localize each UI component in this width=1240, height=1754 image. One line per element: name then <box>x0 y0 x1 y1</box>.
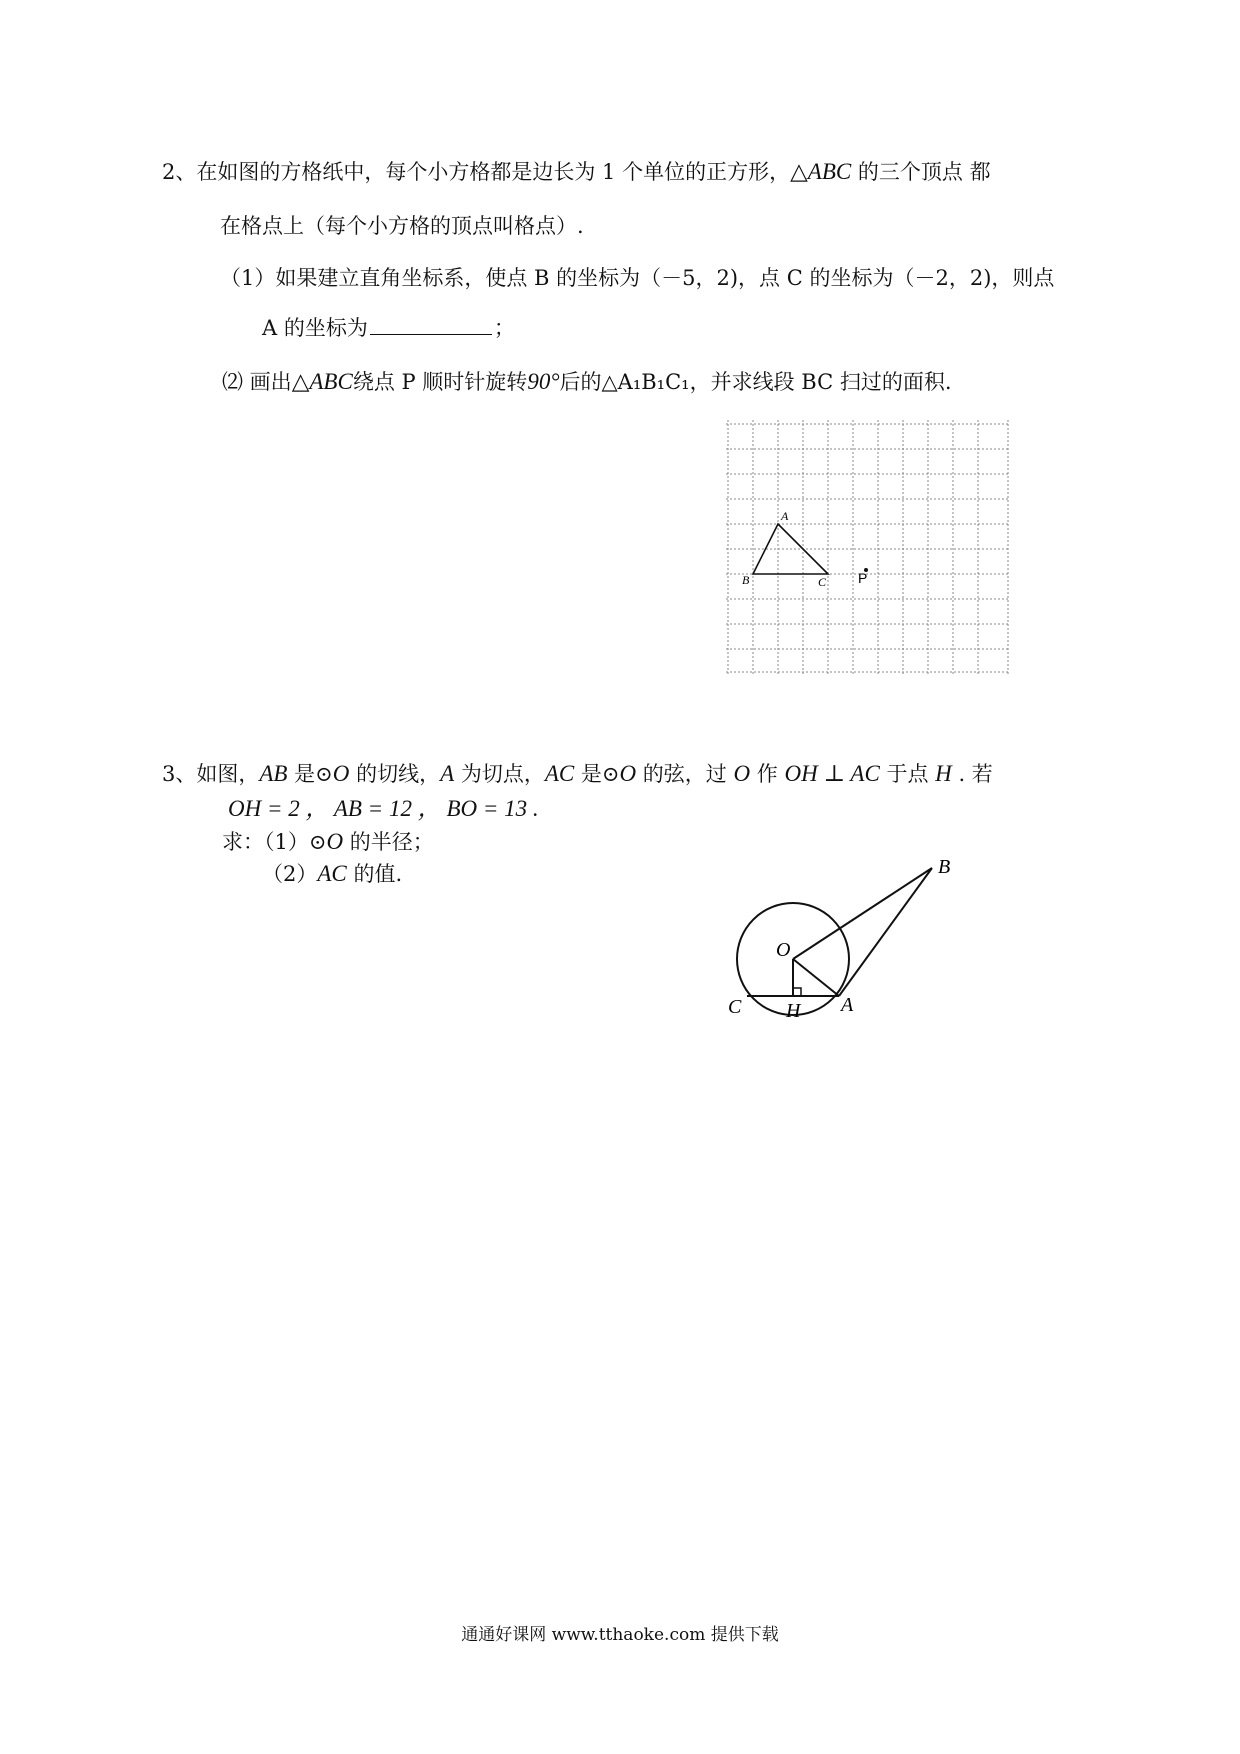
q2-number: 2、 <box>162 160 197 184</box>
q2-part2-a: ⑵ 画出 <box>222 370 292 394</box>
q3-line1 <box>162 760 993 788</box>
label-a: A <box>781 509 789 523</box>
tangent-ab <box>839 868 932 996</box>
q3-o: O <box>332 761 350 786</box>
q3-line2 <box>228 795 539 823</box>
q3-text: 的切线， <box>349 762 441 786</box>
right-angle-mark <box>793 988 801 996</box>
q2-part2 <box>222 368 952 396</box>
q3-number: 3、 <box>162 762 197 786</box>
q2-line1 <box>162 158 991 186</box>
q3-text: 如图， <box>196 762 260 786</box>
q3-text: 为切点， <box>454 762 545 786</box>
q2-part1-label: A 的坐标为 <box>262 316 368 340</box>
q2-part2-c: 后的△A₁B₁C₁，并求线段 BC 扫过的面积. <box>559 370 952 394</box>
q3-text: 作 <box>750 762 785 786</box>
q3-ask2 <box>262 860 402 888</box>
circle-figure <box>720 855 970 1035</box>
q3-ask1-a: 求：（1）⊙ <box>222 830 327 854</box>
label-h: H <box>786 1000 801 1022</box>
label-b: B <box>938 856 951 878</box>
answer-blank[interactable] <box>370 314 492 335</box>
q2-triangle: △ABC <box>790 159 852 184</box>
q2-part1-end: ； <box>493 316 515 340</box>
q3-text: 于点 <box>879 762 936 786</box>
q3-o: O <box>733 761 751 786</box>
q3-ask2-ac: AC <box>317 861 347 886</box>
q3-text: . 若 <box>951 762 993 786</box>
q3-a: A <box>440 761 455 786</box>
q3-text: 的弦，过 <box>636 762 734 786</box>
q3-ac: AC <box>544 761 575 786</box>
q2-part1-answer <box>262 314 515 342</box>
segment-oa <box>793 959 839 996</box>
q3-ask1-b: 的半径； <box>343 830 434 854</box>
q2-text-b: 的三个顶点 都 <box>851 160 991 184</box>
q3-ab: AB <box>259 761 288 786</box>
grid-figure <box>726 420 1012 674</box>
label-b: B <box>742 573 750 587</box>
label-p: P <box>858 570 868 586</box>
footer: 通通好课网 www.tthaoke.com 提供下载 <box>461 1625 779 1645</box>
q3-text: 是⊙ <box>574 762 620 786</box>
q3-ask1 <box>222 828 434 856</box>
q3-ask1-o: O <box>326 829 344 854</box>
q3-given: OH = 2 ， AB = 12 ， BO = 13 . <box>228 796 539 821</box>
label-o: O <box>776 939 791 961</box>
q2-part2-deg: 90° <box>527 369 560 394</box>
q2-part1: （1）如果建立直角坐标系，使点 B 的坐标为（－5，2)，点 C 的坐标为（－2，2)，则点 <box>220 266 1055 290</box>
grid-lines <box>726 420 1010 674</box>
q3-ask2-a: （2） <box>262 862 318 886</box>
label-c: C <box>728 996 742 1018</box>
segment-ob <box>793 868 932 959</box>
q3-perp: OH ⊥ AC <box>784 761 880 786</box>
label-c: C <box>818 575 827 589</box>
label-a: A <box>841 994 854 1016</box>
q3-text: 是⊙ <box>287 762 333 786</box>
q3-h: H <box>935 761 952 786</box>
q2-text-a: 在如图的方格纸中，每个小方格都是边长为 1 个单位的正方形， <box>196 160 791 184</box>
q2-line2: 在格点上（每个小方格的顶点叫格点）. <box>220 214 584 238</box>
q3-o: O <box>619 761 637 786</box>
q2-part2-b: 绕点 P 顺时针旋转 <box>352 370 528 394</box>
q2-part2-triangle: △ABC <box>291 369 353 394</box>
q3-ask2-b: 的值. <box>346 862 403 886</box>
